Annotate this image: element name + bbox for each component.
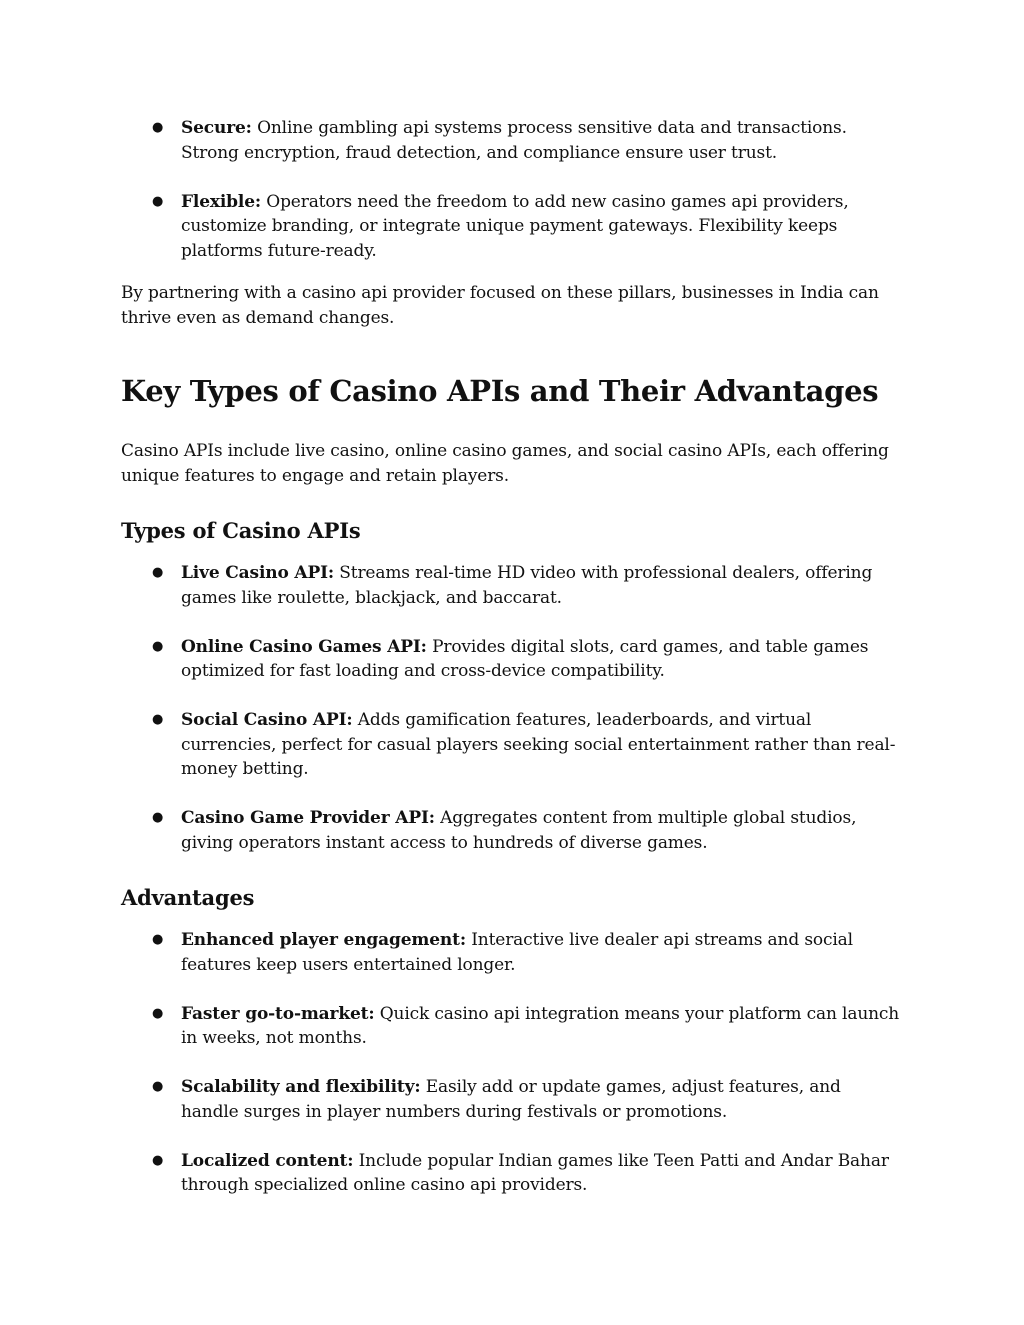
bullet-icon: ● <box>152 932 164 947</box>
subheading-types: Types of Casino APIs <box>121 518 361 543</box>
list-item-term: Social Casino API: <box>181 710 353 730</box>
bullet-icon: ● <box>152 193 164 209</box>
list-item-term: Secure: <box>181 118 252 138</box>
list-item <box>121 806 901 855</box>
list-item-text: Online gambling api systems process sensitive data and transactions. Strong encryption, fraud detection, and compliance ensure user trust. <box>181 118 847 163</box>
list-item-term: Localized content: <box>181 1150 354 1171</box>
list-item-text: Adds gamification features, leaderboards, and virtual currencies, perfect for casual players seeking social entertainment rather than real-money betting. <box>181 710 896 779</box>
list-item-term: Casino Game Provider API: <box>181 808 435 828</box>
list-item <box>121 708 901 782</box>
bullet-icon: ● <box>152 1005 164 1021</box>
bullet-icon: ● <box>152 810 164 825</box>
list-item <box>121 928 901 977</box>
bullet-icon: ● <box>152 638 164 654</box>
list-item-text: Provides digital slots, card games, and table games optimized for fast loading and cross-device compatibility. <box>181 636 869 681</box>
list-item-text: Include popular Indian games like Teen Patti and Andar Bahar through specialized online casino api providers. <box>181 1150 889 1195</box>
document-page <box>121 116 901 1198</box>
section-heading: Key Types of Casino APIs and Their Advantages <box>121 374 879 408</box>
list-item <box>121 116 901 165</box>
list-item-text: Quick casino api integration means your platform can launch in weeks, not months. <box>181 1003 900 1048</box>
types-list <box>121 561 901 855</box>
advantages-list <box>121 928 901 1198</box>
intro-paragraph: By partnering with a casino api provider focused on these pillars, businesses in India can thrive even as demand changes. <box>121 283 879 328</box>
list-item-term: Faster go-to-market: <box>181 1003 375 1024</box>
bullet-icon: ● <box>152 712 164 727</box>
list-item <box>121 1002 901 1051</box>
list-item-term: Online Casino Games API: <box>181 636 427 657</box>
list-item-term: Live Casino API: <box>181 563 335 583</box>
list-item <box>121 190 901 264</box>
list-item-term: Enhanced player engagement: <box>181 930 466 950</box>
section-paragraph: Casino APIs include live casino, online casino games, and social casino APIs, each offering unique features to engage and retain players. <box>121 441 889 486</box>
bullet-icon: ● <box>152 1079 164 1094</box>
list-item <box>121 1149 901 1198</box>
list-item-text: Operators need the freedom to add new casino games api providers, customize branding, or integrate unique payment gateways. Flexibility keeps platforms future-ready. <box>181 191 849 261</box>
list-item-text: Aggregates content from multiple global studios, giving operators instant access to hundreds of diverse games. <box>181 808 857 853</box>
bullet-icon: ● <box>152 120 164 135</box>
list-item-term: Scalability and flexibility: <box>181 1077 421 1097</box>
bullet-icon: ● <box>152 1152 164 1168</box>
pillars-list <box>121 116 901 263</box>
list-item-text: Easily add or update games, adjust features, and handle surges in player numbers during festivals or promotions. <box>181 1077 841 1122</box>
list-item <box>121 1075 901 1124</box>
subheading-advantages: Advantages <box>121 885 255 910</box>
list-item <box>121 635 901 684</box>
list-item-text: Streams real-time HD video with professional dealers, offering games like roulette, blackjack, and baccarat. <box>181 563 873 608</box>
list-item-text: Interactive live dealer api streams and social features keep users entertained longer. <box>181 930 853 975</box>
bullet-icon: ● <box>152 565 164 580</box>
list-item <box>121 561 901 610</box>
list-item-term: Flexible: <box>181 191 262 212</box>
